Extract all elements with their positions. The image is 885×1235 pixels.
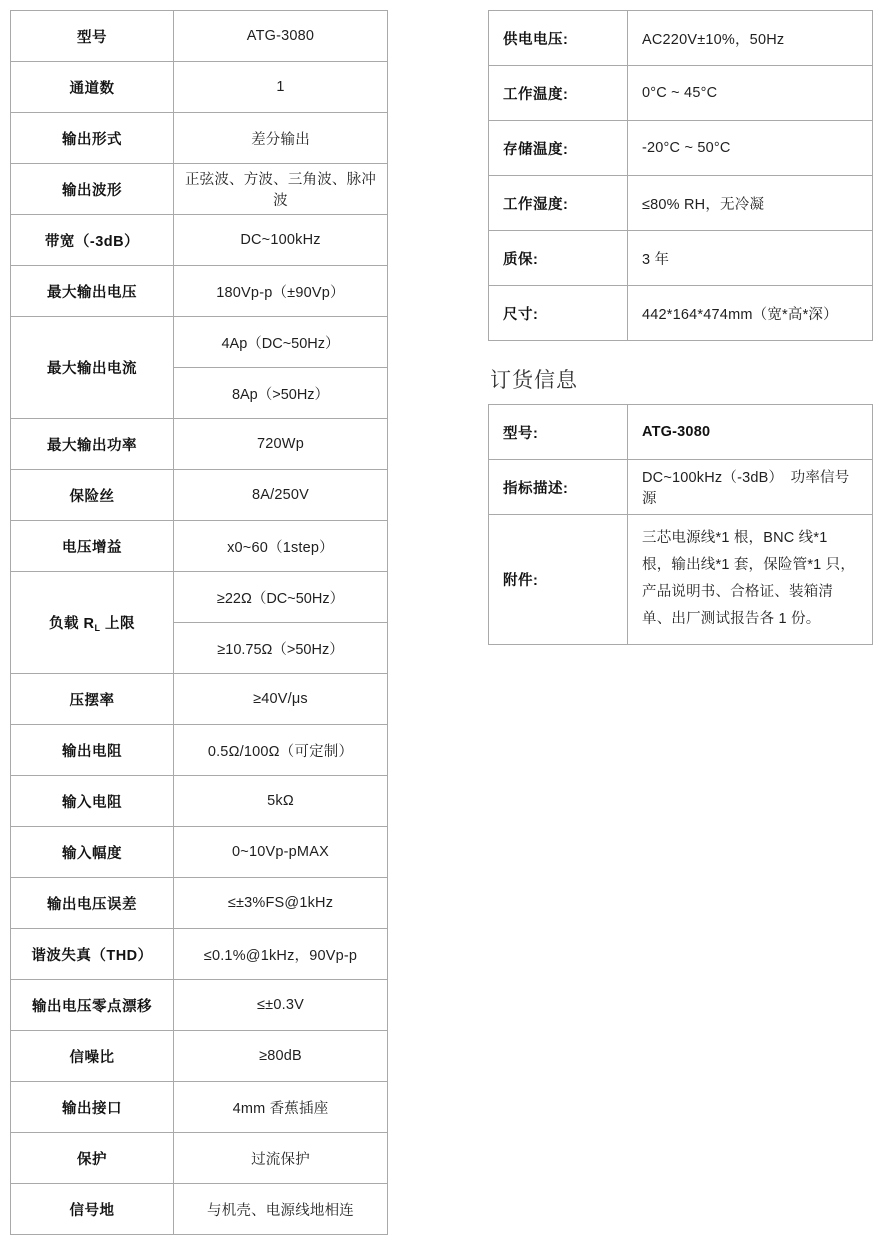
table-row (489, 176, 873, 231)
sub-value-table (174, 317, 387, 418)
spec-value: 720Wp (174, 419, 388, 470)
spec-value: 差分输出 (174, 113, 388, 164)
environment-table (488, 10, 873, 341)
spec-key: 输出电阻 (11, 725, 174, 776)
spec-key-prefix: 负载 R (48, 616, 95, 632)
table-row (11, 62, 388, 113)
env-key: 存储温度: (489, 121, 628, 176)
table-row (11, 419, 388, 470)
spec-value: x0~60（1step） (174, 521, 388, 572)
spec-key: 电压增益 (11, 521, 174, 572)
right-column (488, 10, 873, 645)
spec-key: 最大输出电压 (11, 266, 174, 317)
spec-value: 0.5Ω/100Ω（可定制） (174, 725, 388, 776)
env-key: 供电电压: (489, 11, 628, 66)
spec-value: 过流保护 (174, 1133, 388, 1184)
table-row (11, 113, 388, 164)
table-row (489, 121, 873, 176)
spec-key: 输入幅度 (11, 827, 174, 878)
spec-value-group (174, 317, 388, 419)
table-row-merged (11, 572, 388, 674)
table-row (489, 66, 873, 121)
spec-value: ≥80dB (174, 1031, 388, 1082)
sub-row (174, 572, 387, 623)
spec-key: 最大输出功率 (11, 419, 174, 470)
env-key: 工作温度: (489, 66, 628, 121)
ordering-table (488, 404, 873, 645)
spec-value: ≥40V/μs (174, 674, 388, 725)
table-row (489, 286, 873, 341)
spec-subvalue: ≥10.75Ω（>50Hz） (217, 641, 344, 658)
env-key: 质保: (489, 231, 628, 286)
table-row (489, 460, 873, 515)
spec-key: 输入电阻 (11, 776, 174, 827)
spec-key: 信噪比 (11, 1031, 174, 1082)
spec-value: ATG-3080 (174, 11, 388, 62)
spec-key: 带宽（-3dB） (11, 215, 174, 266)
table-row (11, 470, 388, 521)
order-value-accessories: 三芯电源线*1 根，BNC 线*1 根，输出线*1 套，保险管*1 只，产品说明书、合格证、装箱清单、出厂测试报告各 1 份。 (628, 515, 873, 645)
specifications-table (10, 10, 388, 1235)
spec-key: 输出形式 (11, 113, 174, 164)
spec-subvalue: 8Ap（>50Hz） (231, 386, 330, 403)
spec-value: 与机壳、电源线地相连 (174, 1184, 388, 1235)
spec-subvalue: 4Ap（DC~50Hz） (174, 317, 387, 368)
sub-row (174, 317, 387, 368)
spec-value-group (174, 572, 388, 674)
spec-subvalue: ≥22Ω（DC~50Hz） (174, 572, 387, 623)
spec-value: 5kΩ (174, 776, 388, 827)
spec-key-load (11, 572, 174, 674)
table-row (11, 929, 388, 980)
table-row (11, 1082, 388, 1133)
table-row (11, 1133, 388, 1184)
spec-key: 型号 (11, 11, 174, 62)
sub-row (174, 623, 387, 674)
order-value-model: ATG-3080 (628, 405, 873, 460)
table-row (11, 11, 388, 62)
table-row (489, 515, 873, 645)
table-row (11, 674, 388, 725)
table-row (11, 266, 388, 317)
table-row-merged (11, 317, 388, 419)
table-row (11, 980, 388, 1031)
env-value: AC220V±10%，50Hz (628, 11, 873, 66)
table-row (489, 11, 873, 66)
spec-value: 1 (174, 62, 388, 113)
env-value: ≤80% RH，无冷凝 (628, 176, 873, 231)
table-row (11, 1031, 388, 1082)
sub-value-table (174, 572, 387, 673)
spec-value: DC~100kHz (174, 215, 388, 266)
order-key: 附件: (489, 515, 628, 645)
table-row (11, 215, 388, 266)
spec-key-suffix: 上限 (100, 616, 136, 632)
env-value: 0°C ~ 45°C (628, 66, 873, 121)
env-value: -20°C ~ 50°C (628, 121, 873, 176)
env-value: 3 年 (628, 231, 873, 286)
spec-value: ≤±0.3V (174, 980, 388, 1031)
order-value-description: DC~100kHz（-3dB） 功率信号源 (628, 460, 873, 515)
env-key: 工作湿度: (489, 176, 628, 231)
env-value: 442*164*474mm（宽*高*深） (628, 286, 873, 341)
spec-key: 输出电压误差 (11, 878, 174, 929)
table-row (11, 878, 388, 929)
spec-value: 4mm 香蕉插座 (174, 1082, 388, 1133)
order-key: 型号: (489, 405, 628, 460)
order-key: 指标描述: (489, 460, 628, 515)
spec-key: 谐波失真（THD） (11, 929, 174, 980)
spec-key-subscript: L (94, 622, 101, 633)
table-row (11, 776, 388, 827)
table-row (489, 231, 873, 286)
spec-key: 通道数 (11, 62, 174, 113)
table-row (11, 827, 388, 878)
spec-key: 输出波形 (11, 164, 174, 215)
left-column (10, 10, 388, 1235)
spec-value: ≤±3%FS@1kHz (174, 878, 388, 929)
table-row (11, 725, 388, 776)
spec-value: 0~10Vp-pMAX (174, 827, 388, 878)
table-row (11, 521, 388, 572)
spec-value: ≤0.1%@1kHz，90Vp-p (174, 929, 388, 980)
spec-key: 压摆率 (11, 674, 174, 725)
spec-value: 正弦波、方波、三角波、脉冲波 (174, 164, 388, 215)
sub-row (174, 368, 387, 419)
spec-value: 180Vp-p（±90Vp） (174, 266, 388, 317)
spec-key: 保护 (11, 1133, 174, 1184)
table-row (11, 1184, 388, 1235)
spec-key: 保险丝 (11, 470, 174, 521)
spec-key: 最大输出电流 (11, 317, 174, 419)
table-row (11, 164, 388, 215)
env-key: 尺寸: (489, 286, 628, 341)
table-row (489, 405, 873, 460)
spec-value: 8A/250V (174, 470, 388, 521)
spec-key: 输出电压零点漂移 (11, 980, 174, 1031)
ordering-section-title: 订货信息 (490, 369, 578, 392)
spec-key: 输出接口 (11, 1082, 174, 1133)
spec-key: 信号地 (11, 1184, 174, 1235)
